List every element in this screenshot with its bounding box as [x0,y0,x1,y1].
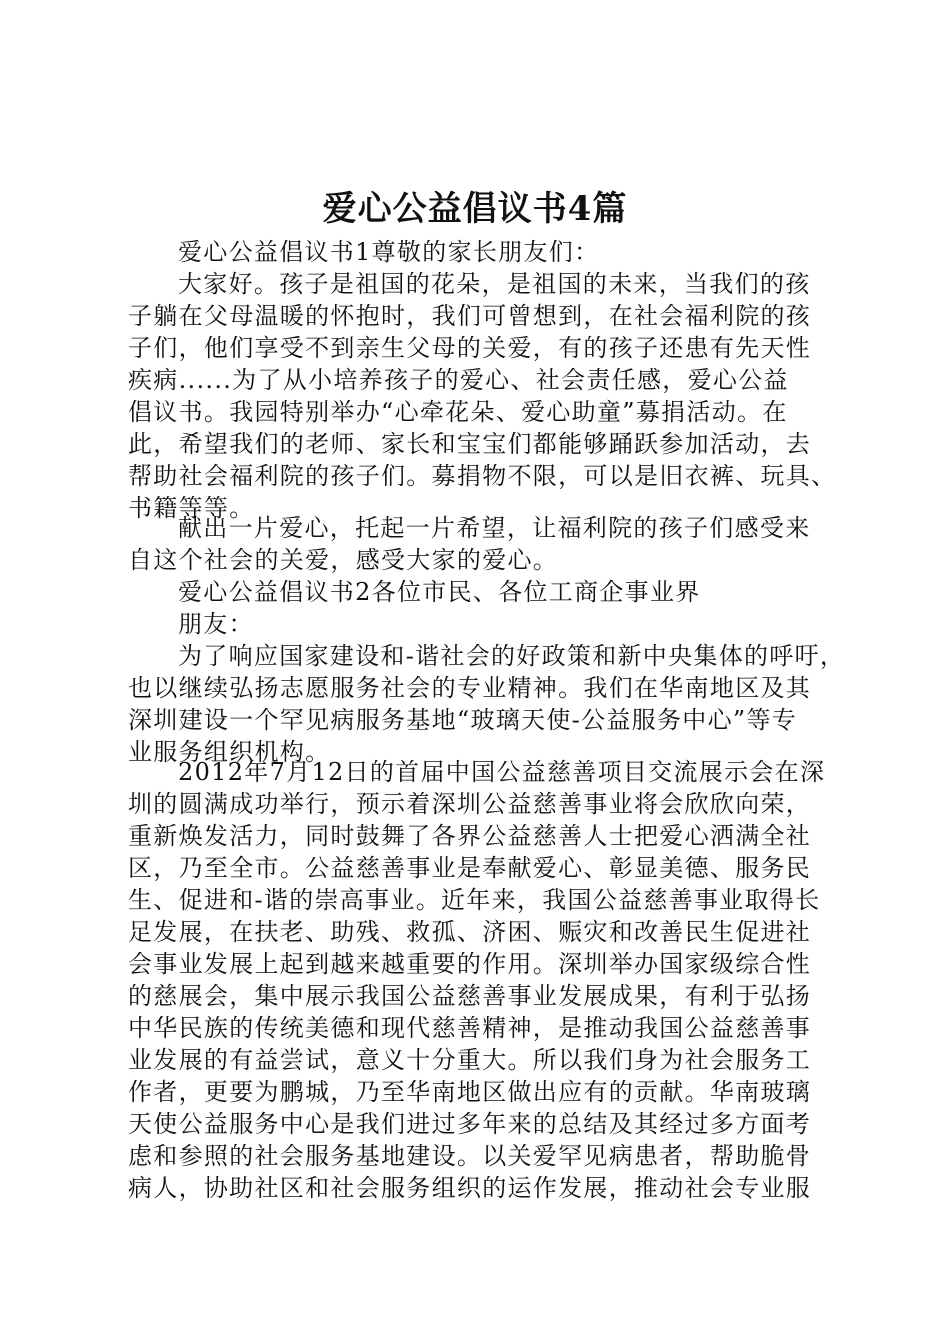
paragraph-line: 虑和参照的社会服务基地建设。以关爱罕见病患者，帮助脆骨 [128,1142,812,1170]
paragraph-line: 献出一片爱心，托起一片希望，让福利院的孩子们感受来 [178,514,811,542]
paragraph-line: 中华民族的传统美德和现代慈善精神，是推动我国公益慈善事 [128,1014,812,1042]
paragraph-line: 也以继续弘扬志愿服务社会的专业精神。我们在华南地区及其 [128,674,812,702]
paragraph-line: 会事业发展上起到越来越重要的作用。深圳举办国家级综合性 [128,950,812,978]
paragraph-line: 子躺在父母温暖的怀抱时，我们可曾想到，在社会福利院的孩 [128,302,812,330]
paragraph-line: 爱心公益倡议书1尊敬的家长朋友们： [178,238,600,266]
paragraph-line: 天使公益服务中心是我们进过多年来的总结及其经过多方面考 [128,1110,812,1138]
paragraph-line: 疾病......为了从小培养孩子的爱心、社会责任感，爱心公益 [128,366,789,394]
paragraph-line: 2012年7月12日的首届中国公益慈善项目交流展示会在深 [178,758,826,786]
paragraph-line: 圳的圆满成功举行，预示着深圳公益慈善事业将会欣欣向荣， [128,790,812,818]
paragraph-line: 为了响应国家建设和-谐社会的好政策和新中央集体的呼吁， [178,642,846,670]
paragraph-line: 倡议书。我园特别举办“心牵花朵、爱心助童”募捐活动。在 [128,398,788,426]
paragraph-line: 区，乃至全市。公益慈善事业是奉献爱心、彰显美德、服务民 [128,854,812,882]
paragraph-line: 子们，他们享受不到亲生父母的关爱，有的孩子还患有先天性 [128,334,812,362]
paragraph-line: 重新焕发活力，同时鼓舞了各界公益慈善人士把爱心洒满全社 [128,822,812,850]
paragraph-line: 深圳建设一个罕见病服务基地“玻璃天使-公益服务中心”等专 [128,706,798,734]
paragraph-line: 此，希望我们的老师、家长和宝宝们都能够踊跃参加活动，去 [128,430,812,458]
paragraph-line: 作者，更要为鹏城，乃至华南地区做出应有的贡献。华南玻璃 [128,1078,812,1106]
paragraph-line: 足发展，在扶老、助残、救孤、济困、赈灾和改善民生促进社 [128,918,812,946]
paragraph-line: 帮助社会福利院的孩子们。募捐物不限，可以是旧衣裤、玩具、 [128,462,837,490]
paragraph-line: 病人，协助社区和社会服务组织的运作发展，推动社会专业服 [128,1174,812,1202]
paragraph-line: 业发展的有益尝试，意义十分重大。所以我们身为社会服务工 [128,1046,812,1074]
paragraph-line: 的慈展会，集中展示我国公益慈善事业发展成果，有利于弘扬 [128,982,812,1010]
document-title: 爱心公益倡议书4篇 [322,189,628,229]
paragraph-line: 大家好。孩子是祖国的花朵，是祖国的未来，当我们的孩 [178,270,811,298]
paragraph-line: 业服务组织机构。 [128,738,331,766]
paragraph-line: 生、促进和-谐的崇高事业。近年来，我国公益慈善事业取得长 [128,886,821,914]
paragraph-line: 爱心公益倡议书2各位市民、各位工商企事业界 [178,578,701,606]
paragraph-line: 朋友： [178,610,254,638]
paragraph-line: 自这个社会的关爱，感受大家的爱心。 [128,546,559,574]
paragraph-line: 书籍等等。 [128,494,255,522]
